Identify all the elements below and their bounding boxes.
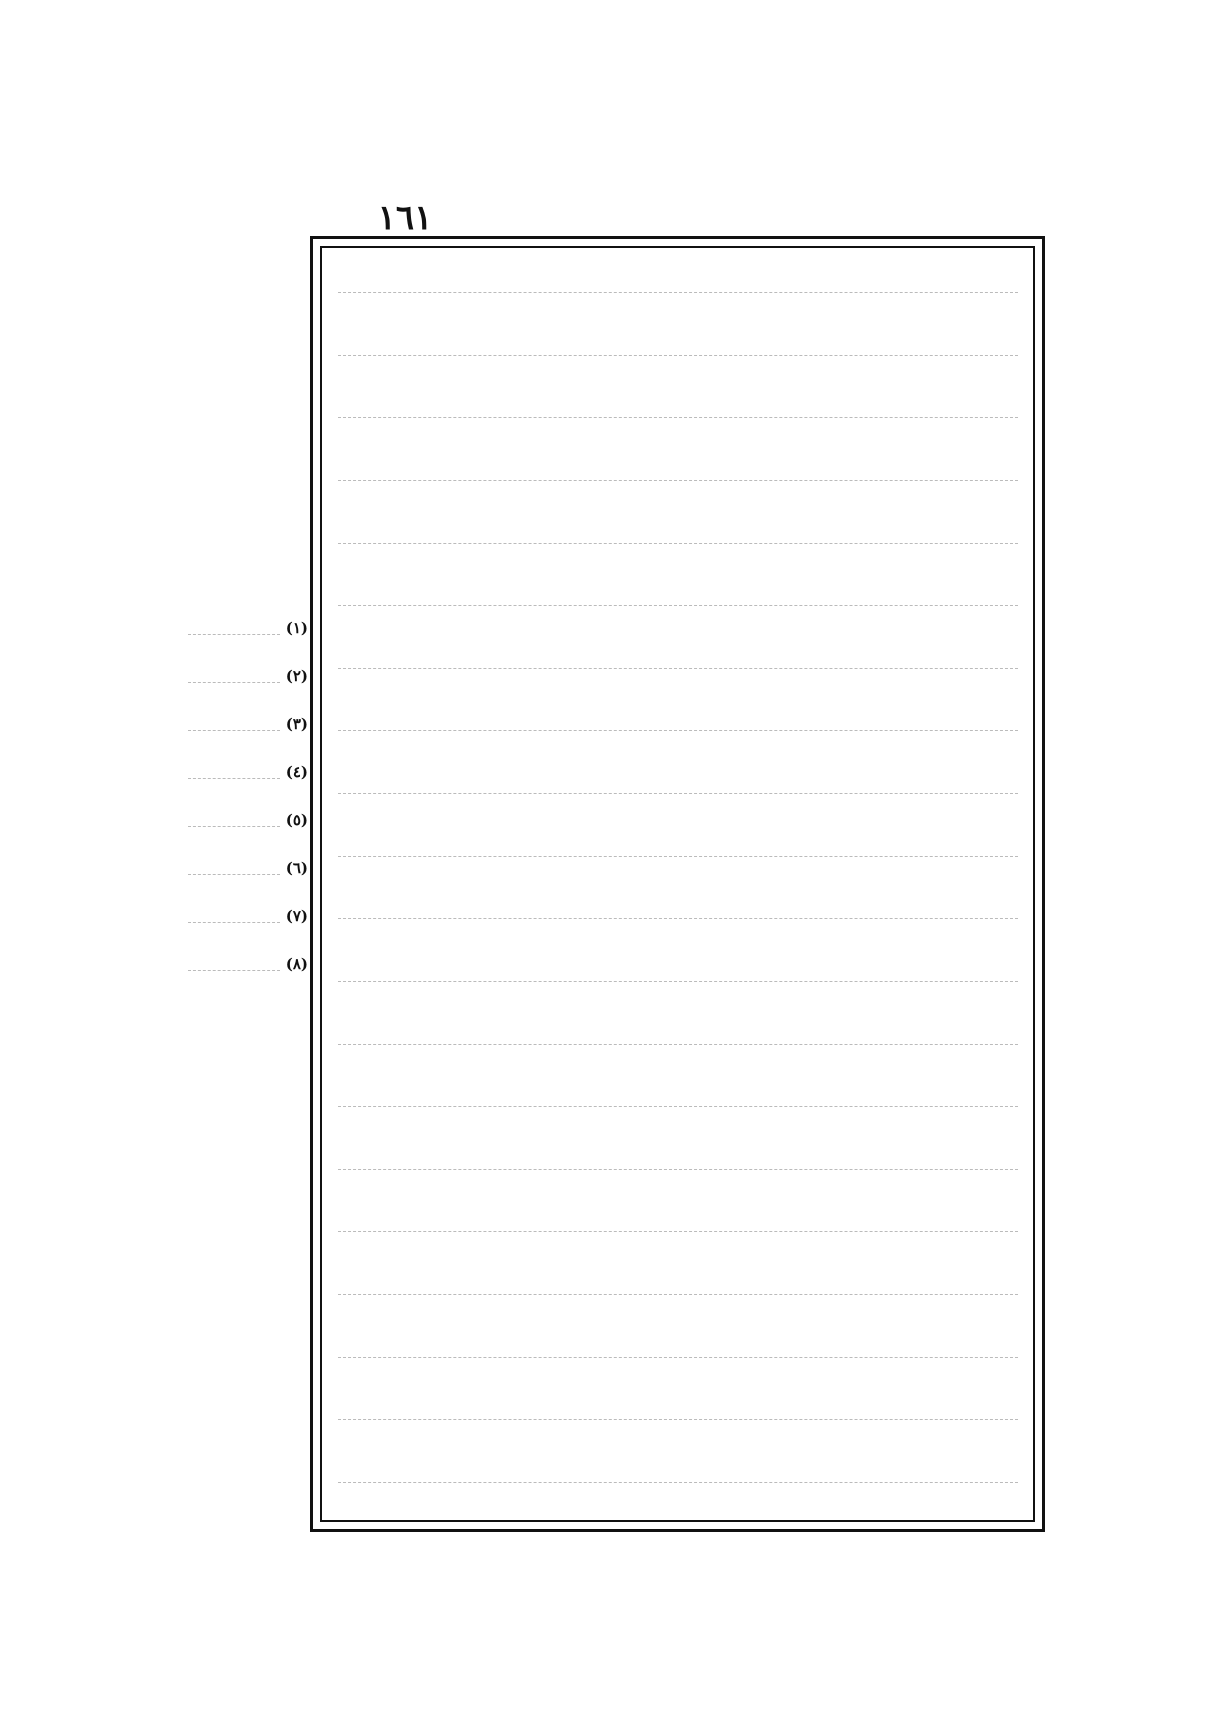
margin-note-text <box>188 864 280 875</box>
margin-note-marker: (٢) <box>285 667 308 685</box>
margin-notes <box>140 618 308 1002</box>
text-line <box>334 1010 1022 1072</box>
margin-note <box>140 666 308 686</box>
text-line <box>334 1385 1022 1447</box>
text-line <box>334 321 1022 383</box>
text-line <box>334 1260 1022 1322</box>
text-line <box>334 822 1022 884</box>
text-line <box>334 759 1022 821</box>
margin-note-marker: (٦) <box>285 859 308 877</box>
margin-note <box>140 906 308 926</box>
margin-note-marker: (١) <box>285 619 308 637</box>
text-line <box>334 884 1022 946</box>
margin-note-text <box>188 720 280 731</box>
margin-note <box>140 858 308 878</box>
margin-note-marker: (٧) <box>285 907 308 925</box>
margin-note-text <box>188 624 280 635</box>
text-line <box>334 1072 1022 1134</box>
margin-note-marker: (٥) <box>285 811 308 829</box>
margin-note-text <box>188 912 280 923</box>
text-line <box>334 696 1022 758</box>
margin-note-marker: (٨) <box>285 955 308 973</box>
margin-note <box>140 714 308 734</box>
page-number: ١٦١ <box>377 198 433 238</box>
margin-note-text <box>188 672 280 683</box>
margin-note <box>140 762 308 782</box>
margin-note-text <box>188 816 280 827</box>
text-line <box>334 634 1022 696</box>
text-line <box>334 571 1022 633</box>
text-line <box>334 947 1022 1009</box>
margin-note-text <box>188 960 280 971</box>
margin-note-marker: (٤) <box>285 763 308 781</box>
text-line <box>334 1197 1022 1259</box>
margin-note <box>140 618 308 638</box>
text-line <box>334 258 1022 320</box>
text-line <box>334 446 1022 508</box>
text-line <box>334 1135 1022 1197</box>
margin-note-text <box>188 768 280 779</box>
margin-note <box>140 954 308 974</box>
text-line <box>334 1448 1022 1510</box>
main-text-block <box>334 258 1022 1510</box>
margin-note <box>140 810 308 830</box>
margin-note-marker: (٣) <box>285 715 308 733</box>
text-line <box>334 509 1022 571</box>
text-line <box>334 1323 1022 1385</box>
text-line <box>334 383 1022 445</box>
